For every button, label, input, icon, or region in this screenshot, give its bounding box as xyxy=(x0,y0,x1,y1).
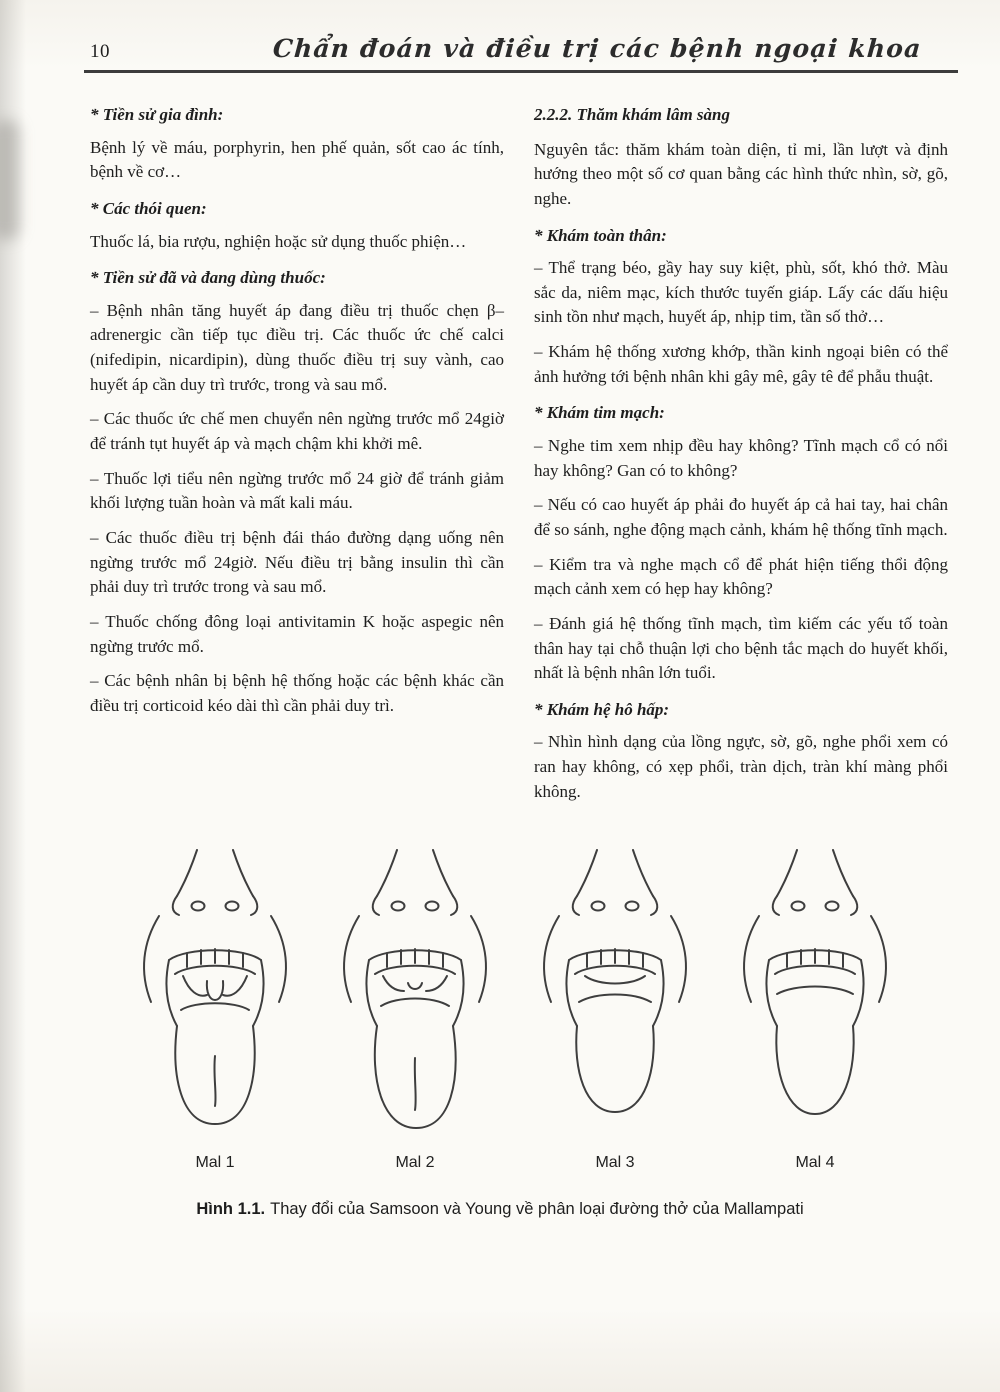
paragraph: – Nghe tim xem nhịp đều hay không? Tĩnh mạch cổ có nổi hay không? Gan có to không? xyxy=(534,436,948,480)
mallampati-figure-row xyxy=(120,844,910,1172)
paragraph: – Thuốc lợi tiểu nên ngừng trước mổ 24 giờ để tránh giảm khối lượng tuần hoàn và mất kali máu. xyxy=(90,468,504,513)
paragraph: – Các thuốc ức chế men chuyển nên ngừng trước mổ 24giờ để tránh tụt huyết áp và mạch chậm khi khởi mê. xyxy=(90,409,504,454)
mallampati-class-1-cell xyxy=(120,844,310,1172)
paragraph: – Nhìn hình dạng của lồng ngực, sờ, gõ, nghe phổi xem có ran hay không, có xẹp phổi, tràn dịch, tràn khí màng phổi không. xyxy=(534,732,948,801)
paragraph: Nguyên tắc: thăm khám toàn diện, tỉ mi, lần lượt và định hướng theo một số cơ quan bằng các hình thức nhìn, sờ, gõ, nghe. xyxy=(534,139,948,208)
mouth-illustration-mal-3-icon xyxy=(525,844,705,1144)
page-header xyxy=(0,0,1000,63)
left-column xyxy=(90,103,504,814)
running-head-title: Chẩn đoán và điều trị các bệnh ngoại khoa xyxy=(272,34,924,63)
paragraph: Thuốc lá, bia rượu, nghiện hoặc sử dụng thuốc phiện… xyxy=(90,231,467,251)
mouth-illustration-mal-4-icon xyxy=(725,844,905,1144)
mouth-illustration-mal-1-icon xyxy=(125,844,305,1144)
mallampati-class-3-cell xyxy=(520,844,710,1172)
paragraph: – Bệnh nhân tăng huyết áp đang điều trị thuốc chẹn β–adrenergic cần tiếp tục điều trị. Các thuốc ức chế calci (nifedipin, nicardipin), dùng thuốc điều trị suy vành, cao huyết áp cần duy trì trước, trong và sau mổ. xyxy=(90,300,504,394)
paragraph: – Thuốc chống đông loại antivitamin K hoặc aspegic nên ngừng trước mổ. xyxy=(90,611,504,656)
mallampati-class-3-label: Mal 3 xyxy=(595,1154,635,1172)
right-column xyxy=(534,103,948,814)
mallampati-class-4-label: Mal 4 xyxy=(795,1154,835,1172)
text-columns xyxy=(0,73,1000,814)
paragraph: – Nếu có cao huyết áp phải đo huyết áp cả hai tay, hai chân để so sánh, nghe động mạch cảnh, khám hệ thống tĩnh mạch. xyxy=(534,495,948,539)
page-number: 10 xyxy=(90,41,110,62)
section-heading: * Khám toàn thân: xyxy=(534,225,667,245)
paragraph: – Khám hệ thống xương khớp, thần kinh ngoại biên có thể ảnh hưởng tới bệnh nhân khi gây mê, gây tê để phẫu thuật. xyxy=(534,342,948,386)
paragraph: – Các bệnh nhân bị bệnh hệ thống hoặc các bệnh khác cần điều trị corticoid kéo dài thì cần phải duy trì. xyxy=(90,671,504,715)
mallampati-class-1-label: Mal 1 xyxy=(195,1154,235,1172)
mallampati-class-2-cell xyxy=(320,844,510,1172)
section-heading: * Tiền sử gia đình: xyxy=(90,105,224,124)
mouth-illustration-mal-2-icon xyxy=(325,844,505,1144)
mallampati-class-4-cell xyxy=(720,844,910,1172)
scan-smudge-artifact xyxy=(0,120,20,240)
section-heading: * Các thói quen: xyxy=(90,198,207,218)
paragraph: – Thể trạng béo, gầy hay suy kiệt, phù, sốt, khó thở. Màu sắc da, niêm mạc, kích thước tuyến giáp. Lấy các dấu hiệu sinh tồn như mạch, huyết áp, nhịp tim, tần số thở… xyxy=(534,258,948,327)
section-heading: * Khám tim mạch: xyxy=(534,403,665,423)
subsection-heading: 2.2.2. Thăm khám lâm sàng xyxy=(534,105,731,124)
figure-caption-number: Hình 1.1. xyxy=(196,1200,266,1219)
paragraph: Bệnh lý về máu, porphyrin, hen phế quản, sốt cao ác tính, bệnh về cơ… xyxy=(90,137,504,182)
section-heading: * Khám hệ hô hấp: xyxy=(534,699,670,719)
figure-caption-text: Thay đổi của Samsoon và Young về phân loại đường thở của Mallampati xyxy=(270,1200,804,1219)
section-heading: * Tiền sử đã và đang dùng thuốc: xyxy=(90,268,326,288)
figure-caption xyxy=(0,1200,1000,1219)
paragraph: – Kiểm tra và nghe mạch cổ để phát hiện tiếng thổi động mạch cảnh xem có hẹp hay không? xyxy=(534,554,948,599)
paragraph: – Đánh giá hệ thống tĩnh mạch, tìm kiếm các yếu tố toàn thân hay tại chỗ thuận lợi cho bệnh tắc mạch do huyết khối, nhất là bệnh nhân lớn tuổi. xyxy=(534,613,948,683)
paragraph: – Các thuốc điều trị bệnh đái tháo đường dạng uống nên ngừng trước mổ 24giờ. Nếu điều trị bằng insulin thì cần phải duy trì trước trong và sau mổ. xyxy=(90,527,504,597)
mallampati-class-2-label: Mal 2 xyxy=(395,1154,435,1172)
